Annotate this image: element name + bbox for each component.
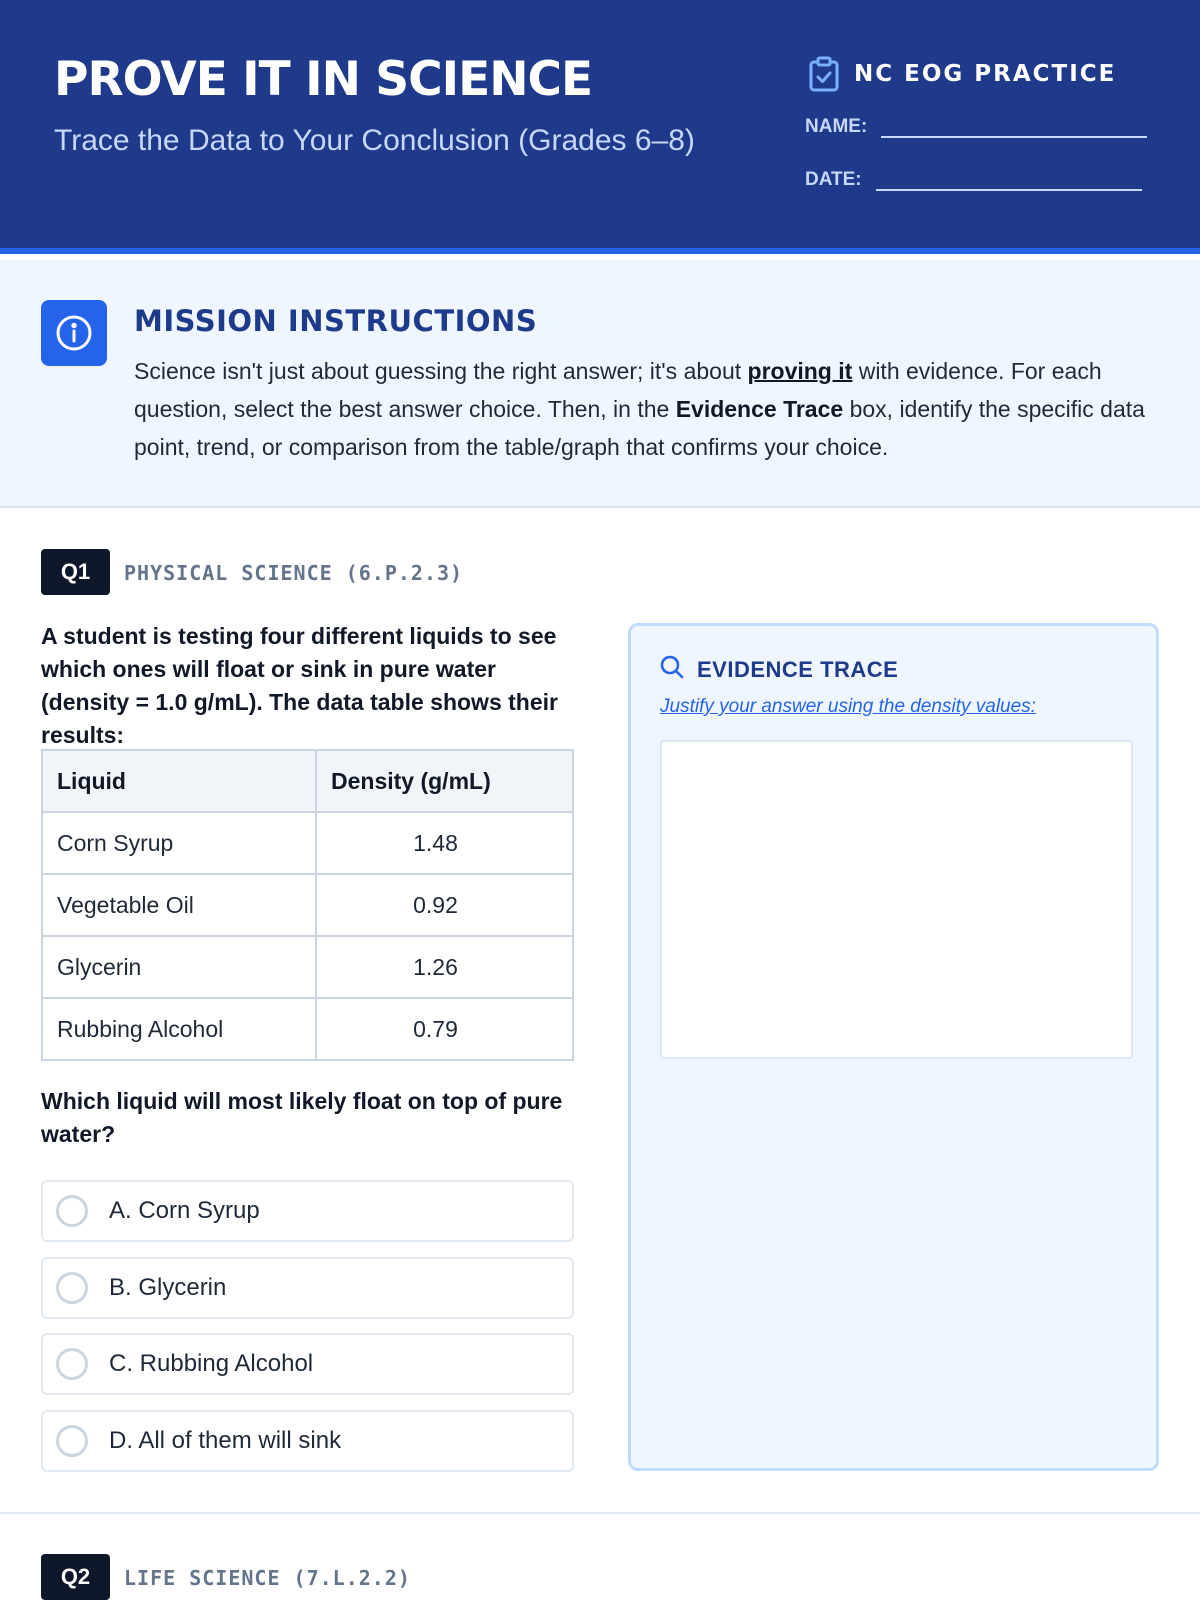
name-label: NAME: [805,116,868,137]
practice-badge [808,56,1116,92]
answer-option-a[interactable] [41,1180,574,1242]
date-line[interactable] [876,167,1142,191]
proving-it-emphasis: proving it [747,358,853,384]
question-tag-q2: Q2 [41,1554,110,1600]
table-header-liquid: Liquid [42,750,316,812]
option-label: B. Glycerin [109,1274,227,1301]
table-cell-liquid: Glycerin [42,936,316,998]
table-cell-density: 1.48 [316,812,573,874]
table-row [42,812,573,874]
radio-button[interactable] [56,1272,88,1304]
answer-option-b[interactable] [41,1257,574,1319]
evidence-title: EVIDENCE TRACE [697,656,899,682]
evidence-trace-panel [628,623,1159,1471]
search-icon [659,654,685,685]
table-cell-density: 1.26 [316,936,573,998]
page-title: PROVE IT IN SCIENCE [54,52,593,107]
table-header-row [42,750,573,812]
question-text-q1: A student is testing four different liquids to see which ones will float or sink in pure water (density = 1.0 g/mL). The data table shows their results: [41,623,558,748]
table-cell-liquid: Corn Syrup [42,812,316,874]
name-line[interactable] [881,114,1147,138]
table-cell-liquid: Vegetable Oil [42,874,316,936]
section-divider [0,1512,1200,1514]
date-field[interactable] [805,167,1142,191]
table-row [42,936,573,998]
answer-option-c[interactable] [41,1333,574,1395]
evidence-answer-box[interactable] [660,740,1133,1059]
answer-option-d[interactable] [41,1410,574,1472]
table-row [42,874,573,936]
evidence-trace-emphasis: Evidence Trace [675,396,844,422]
page-subtitle: Trace the Data to Your Conclusion (Grades 6–8) [54,124,695,157]
question-tag-q1: Q1 [41,549,110,595]
option-label: D. All of them will sink [109,1427,342,1454]
info-icon [41,300,107,366]
radio-button[interactable] [56,1195,88,1227]
worksheet-header [0,0,1200,254]
table-cell-density: 0.79 [316,998,573,1060]
badge-label: NC EOG PRACTICE [854,61,1117,87]
density-table [41,749,574,1061]
evidence-hint: Justify your answer using the density values: [660,696,1036,717]
clipboard-check-icon [808,56,840,92]
radio-button[interactable] [56,1348,88,1380]
table-header-density: Density (g/mL) [316,750,573,812]
option-label: A. Corn Syrup [109,1197,260,1224]
option-label: C. Rubbing Alcohol [109,1350,314,1377]
radio-button[interactable] [56,1425,88,1457]
instructions-panel [0,260,1200,508]
instructions-heading: MISSION INSTRUCTIONS [134,304,538,338]
table-row [42,998,573,1060]
name-field[interactable] [805,114,1147,138]
question-prompt-q1: Which liquid will most likely float on top of pure water? [41,1088,563,1147]
instructions-text: Science isn't just about guessing the right answer; it's about proving it with evidence. For each question, select the best answer choice. Then, in the Evidence Trace box, identify the specific data point, trend, or comparison from the table/graph that confirms your choice. [134,358,1145,460]
table-cell-density: 0.92 [316,874,573,936]
date-label: DATE: [805,169,862,190]
question-category-q2: LIFE SCIENCE (7.L.2.2) [124,1566,411,1590]
question-category-q1: PHYSICAL SCIENCE (6.P.2.3) [124,561,464,585]
evidence-header [659,654,898,685]
table-cell-liquid: Rubbing Alcohol [42,998,316,1060]
